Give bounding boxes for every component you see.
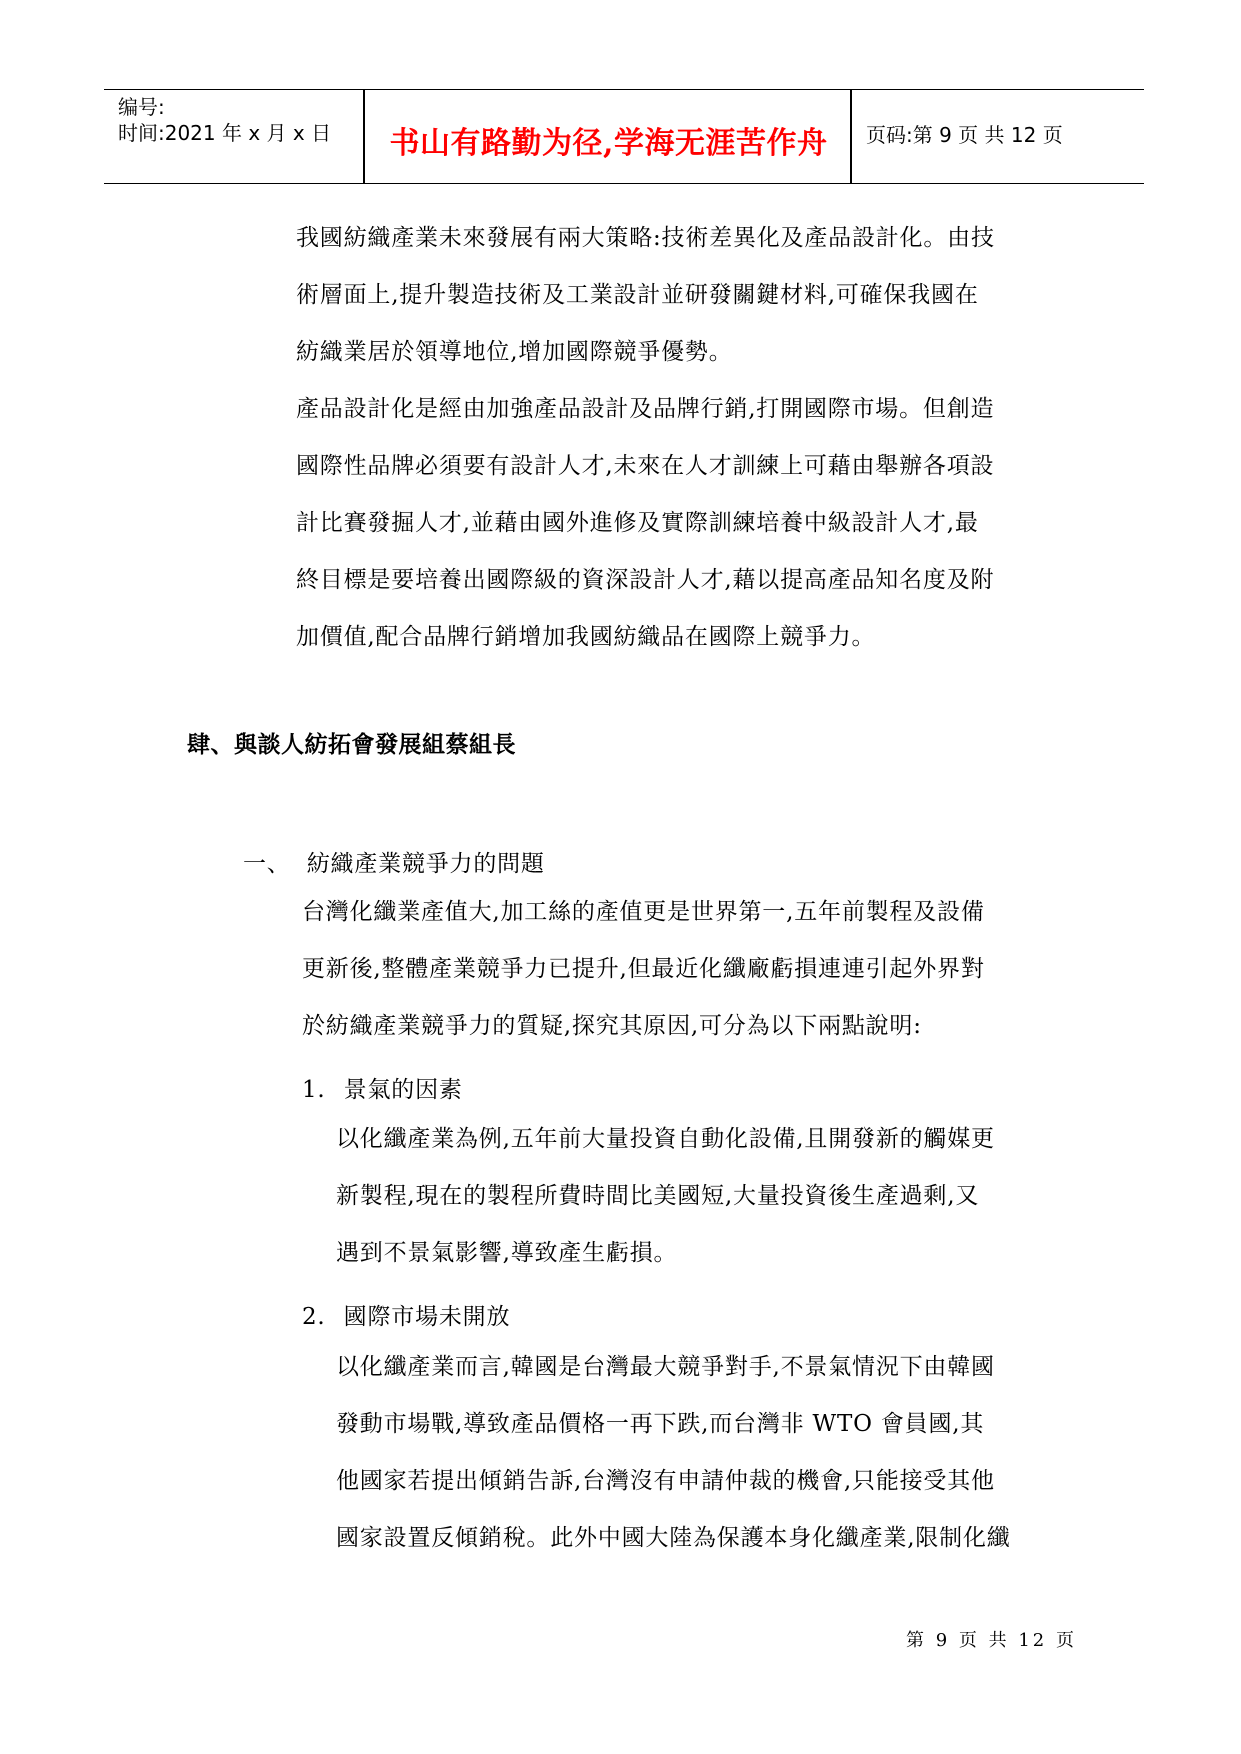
header-page-label: 页码:第 9 页 共 12 页 [866,123,1063,147]
text-line: 終目標是要培養出國際級的資深設計人才,藉以提高產品知名度及附 [296,567,995,593]
text-line: 新製程,現在的製程所費時間比美國短,大量投資後生產過剩,又 [336,1183,980,1209]
sub-heading: 國際市場未開放 [343,1304,511,1330]
sub-number: 1. [302,1077,326,1103]
header-meta [118,94,331,146]
text-line: 以化纖產業而言,韓國是台灣最大競爭對手,不景氣情況下由韓國 [336,1354,995,1380]
text-line: 他國家若提出傾銷告訴,台灣沒有申請仲裁的機會,只能接受其他 [336,1468,995,1494]
text-line: 台灣化纖業產值大,加工絲的產值更是世界第一,五年前製程及設備 [302,899,985,925]
text-line: 術層面上,提升製造技術及工業設計並研發關鍵材料,可確保我國在 [296,282,979,308]
sub-heading: 景氣的因素 [343,1077,463,1103]
text-line: 以化纖產業為例,五年前大量投資自動化設備,且開發新的觸媒更 [336,1126,995,1152]
text-line: 發動市場戰,導致產品價格一再下跌,而台灣非 WTO 會員國,其 [336,1411,985,1437]
sub-number: 2. [302,1304,326,1330]
paragraph-design-strategy [296,381,1056,666]
paragraph-competitiveness [302,884,1062,1055]
serial-label: 编号: [118,95,165,119]
page-header [104,89,1144,184]
header-motto: 书山有路勤为径,学海无涯苦作舟 [389,126,828,161]
paragraph-international-market [336,1339,1096,1567]
header-divider-right [850,90,852,183]
sub-item-1 [302,1071,463,1104]
text-line: 於紡織產業競爭力的質疑,探究其原因,可分為以下兩點說明: [302,1013,922,1039]
text-line: 計比賽發掘人才,並藉由國外進修及實際訓練培養中級設計人才,最 [296,510,979,536]
sub-item-2 [302,1298,510,1331]
paragraph-technology-strategy [296,210,1056,381]
text-line: 國際性品牌必須要有設計人才,未來在人才訓練上可藉由舉辦各項設 [296,453,995,479]
time-label: 时间:2021 年 x 月 x 日 [118,121,332,145]
text-line: 遇到不景氣影響,導致產生虧損。 [336,1240,678,1266]
header-divider-left [363,90,365,183]
text-line: 我國紡織產業未來發展有兩大策略:技術差異化及產品設計化。由技 [296,225,995,251]
text-line: 加價值,配合品牌行銷增加我國紡織品在國際上競爭力。 [296,624,876,650]
text-line: 產品設計化是經由加強產品設計及品牌行銷,打開國際市場。但創造 [296,396,995,422]
text-line: 國家設置反傾銷稅。此外中國大陸為保護本身化纖產業,限制化纖 [336,1525,1011,1551]
section-title: 肆、與談人紡拓會發展組蔡組長 [187,731,516,758]
page-footer: 第 9 页 共 12 页 [906,1630,1077,1651]
list-item-1 [243,845,545,878]
text-line: 紡織業居於領導地位,增加國際競爭優勢。 [296,339,733,365]
paragraph-economic-factor [336,1111,1096,1282]
text-line: 更新後,整體產業競爭力已提升,但最近化纖廠虧損連連引起外界對 [302,956,985,982]
list-heading: 紡織產業競爭力的問題 [306,851,545,877]
list-number: 一、 [243,851,291,877]
